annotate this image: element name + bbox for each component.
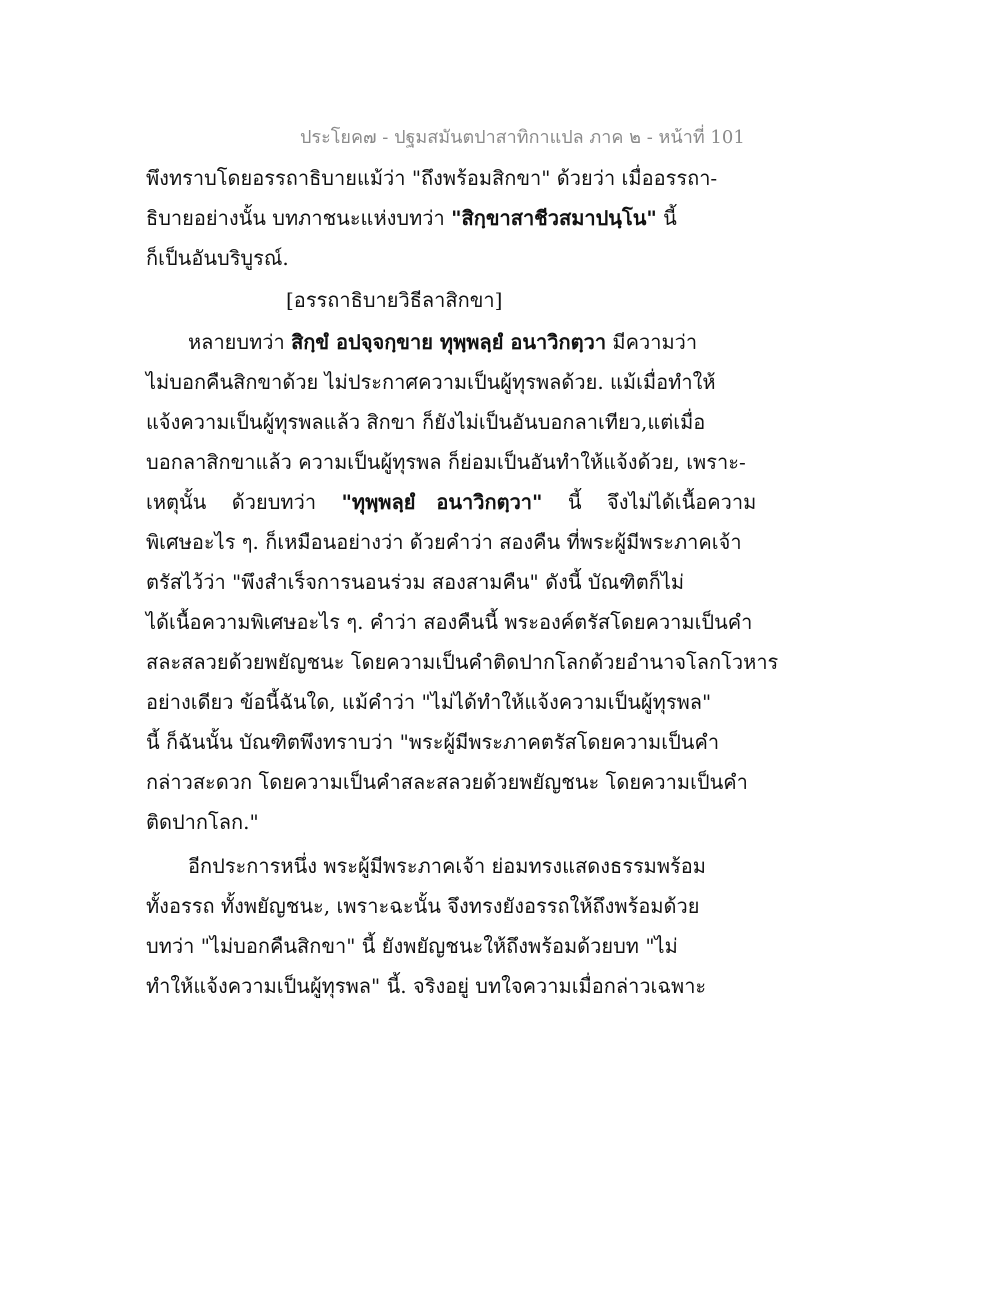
text-line: อีกประการหนึ่ง พระผู้มีพระภาคเจ้า ย่อมทรงแสดงธรรมพร้อม <box>188 854 706 878</box>
text-line: ก็เป็นอันบริบูรณ์. <box>146 246 289 270</box>
text-line: แจ้งความเป็นผู้ทุรพลแล้ว สิกขา ก็ยังไม่เป็นอันบอกลาเทียว,แต่เมื่อ <box>146 410 706 434</box>
text-line: นี้ ก็ฉันนั้น บัณฑิตพึงทราบว่า "พระผู้มีพระภาคตรัสโดยความเป็นคำ <box>146 730 720 754</box>
text-line: พิเศษอะไร ๆ. ก็เหมือนอย่างว่า ด้วยคำว่า สองคืน ที่พระผู้มีพระภาคเจ้า <box>146 530 742 554</box>
text-line: ติดปากโลก." <box>146 810 259 834</box>
text-line <box>146 482 757 522</box>
text-line: บอกลาสิกขาแล้ว ความเป็นผู้ทุรพล ก็ย่อมเป็นอันทำให้แจ้งด้วย, เพราะ- <box>146 450 746 474</box>
text-line: ทั้งอรรถ ทั้งพยัญชนะ, เพราะฉะนั้น จึงทรงยังอรรถให้ถึงพร้อมด้วย <box>146 894 700 918</box>
text-line: กล่าวสะดวก โดยความเป็นคำสละสลวยด้วยพยัญชนะ โดยความเป็นคำ <box>146 770 748 794</box>
text-line: พึงทราบโดยอรรถาธิบายแม้ว่า "ถึงพร้อมสิกขา" ด้วยว่า เมื่ออรรถา- <box>146 166 718 190</box>
text-line: บทว่า "ไม่บอกคืนสิกขา" นี้ ยังพยัญชนะให้ถึงพร้อมด้วยบท "ไม่ <box>146 934 678 958</box>
text-run: เหตุนั้น ด้วยบทว่า <box>146 490 342 514</box>
text-run: หลายบทว่า <box>188 330 292 354</box>
text-run: ธิบายอย่างนั้น บทภาชนะแห่งบทว่า <box>146 206 452 230</box>
section-heading: [อรรถาธิบายวิธีลาสิกขา] <box>286 288 503 312</box>
bold-pali-term: "สิกฺขาสาชีวสมาปนฺโน" <box>451 206 657 230</box>
bold-pali-term: สิกฺขํ อปจฺจกฺขาย ทุพฺพลฺยํ อนาวิกตฺวา <box>291 330 607 354</box>
text-line: ตรัสไว้ว่า "พึงสำเร็จการนอนร่วม สองสามคืน" ดังนี้ บัณฑิตก็ไม่ <box>146 570 685 594</box>
running-header: ประโยค๗ - ปฐมสมันตปาสาทิกาแปล ภาค ๒ - หน้าที่ 101 <box>300 127 745 148</box>
text-line: ทำให้แจ้งความเป็นผู้ทุรพล" นี้. จริงอยู่ บทใจความเมื่อกล่าวเฉพาะ <box>146 974 707 998</box>
text-line: ได้เนื้อความพิเศษอะไร ๆ. คำว่า สองคืนนี้ พระองค์ตรัสโดยความเป็นคำ <box>146 610 753 634</box>
text-line: ไม่บอกคืนสิกขาด้วย ไม่ประกาศความเป็นผู้ทุรพลด้วย. แม้เมื่อทำให้ <box>146 370 716 394</box>
text-run: นี้ <box>656 206 677 230</box>
text-line: อย่างเดียว ข้อนี้ฉันใด, แม้คำว่า "ไม่ได้ทำให้แจ้งความเป็นผู้ทุรพล" <box>146 690 712 714</box>
text-run: นี้ จึงไม่ได้เนื้อความ <box>542 490 757 514</box>
text-line <box>146 198 726 238</box>
bold-pali-term: "ทุพฺพลฺยํ อนาวิกตฺวา" <box>341 490 543 514</box>
text-line: สละสลวยด้วยพยัญชนะ โดยความเป็นคำติดปากโลกด้วยอำนาจโลกโวหาร <box>146 650 779 674</box>
text-run: มีความว่า <box>606 330 698 354</box>
body-text <box>146 158 779 1006</box>
text-line <box>146 322 726 362</box>
